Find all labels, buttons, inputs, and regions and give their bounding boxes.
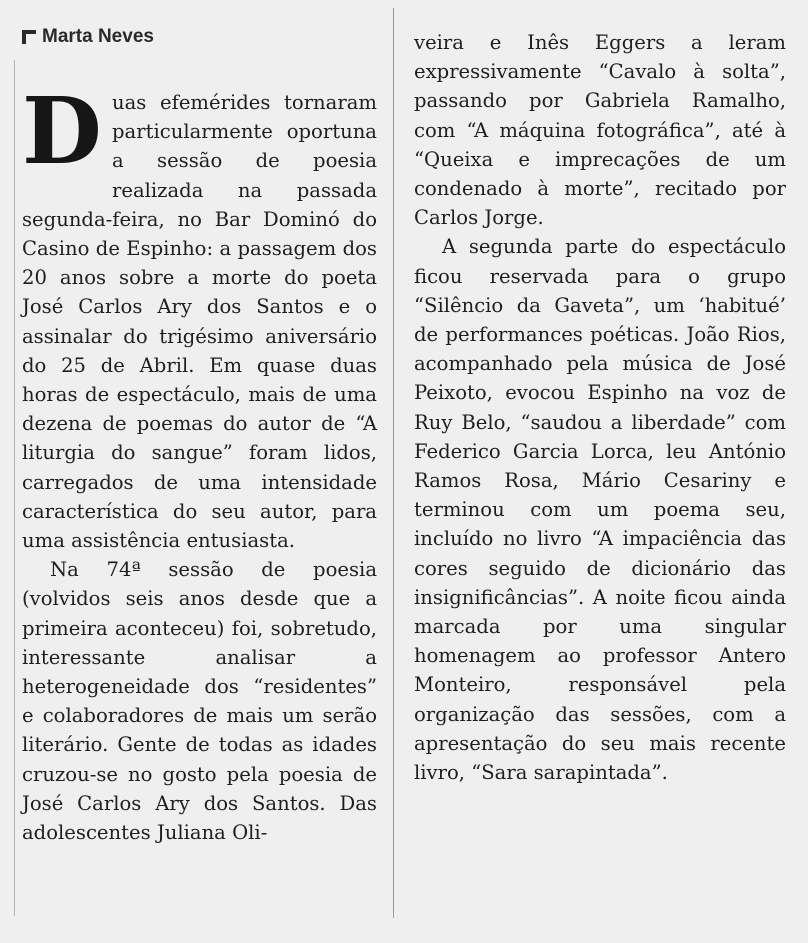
column-divider: [393, 8, 394, 918]
author-name: Marta Neves: [42, 26, 154, 47]
left-margin-line: [14, 60, 15, 916]
paragraph-2: Na 74ª sessão de poesia (volvidos seis anos desde que a primeira aconteceu) foi, sobretudo, interessante analisar a heterogeneidade dos “residentes” e colaboradores de mais um serão literário. Gente de todas as idades cruzou-se no gosto pela poesia de José Carlos Ary dos Santos. Das adolescentes Juliana Oli-: [22, 558, 377, 845]
column-left: [22, 77, 377, 847]
column-right: [414, 28, 786, 787]
paragraph-3: A segunda parte do espectáculo ficou reservada para o grupo “Silêncio da Gaveta”, um ‘habitué’ de performances poéticas. João Rios, acompanhado pela música de José Peixoto, evocou Espinho na voz de Ruy Belo, “saudou a liberdade” com Federico Garcia Lorca, leu António Ramos Rosa, Mário Cesariny e terminou com um poema seu, incluído no livro “A impaciência das cores seguido de dicionário das insignificâncias”. A noite ficou ainda marcada por uma singular homenagem ao professor Antero Monteiro, responsável pela organização das sessões, com a apresentação do seu mais recente livro, “Sara sarapintada”.: [414, 235, 786, 785]
paragraph-1: [22, 77, 377, 555]
paragraph-2-continued: veira e Inês Eggers a leram expressivamente “Cavalo à solta”, passando por Gabriela Ramalho, com “A máquina fotográfica”, até à “Queixa e imprecações de um condenado à morte”, recitado por Carlos Jorge.: [414, 31, 786, 230]
byline-corner-icon: [22, 30, 36, 44]
drop-cap: D: [22, 77, 102, 185]
paragraph-1-text: uas efemérides tornaram particularmente oportuna a sessão de poesia realizada na passada segunda-feira, no Bar Dominó do Casino de Espinho: a passagem dos 20 anos sobre a morte do poeta José Carlos Ary dos Santos e o assinalar do trigésimo aniversário do 25 de Abril. Em quase duas horas de espectáculo, mais de uma dezena de poemas do autor de “A liturgia do sangue” foram lidos, carregados de uma intensidade característica do seu autor, para uma assistência entusiasta.: [22, 91, 377, 553]
byline: [22, 22, 154, 52]
